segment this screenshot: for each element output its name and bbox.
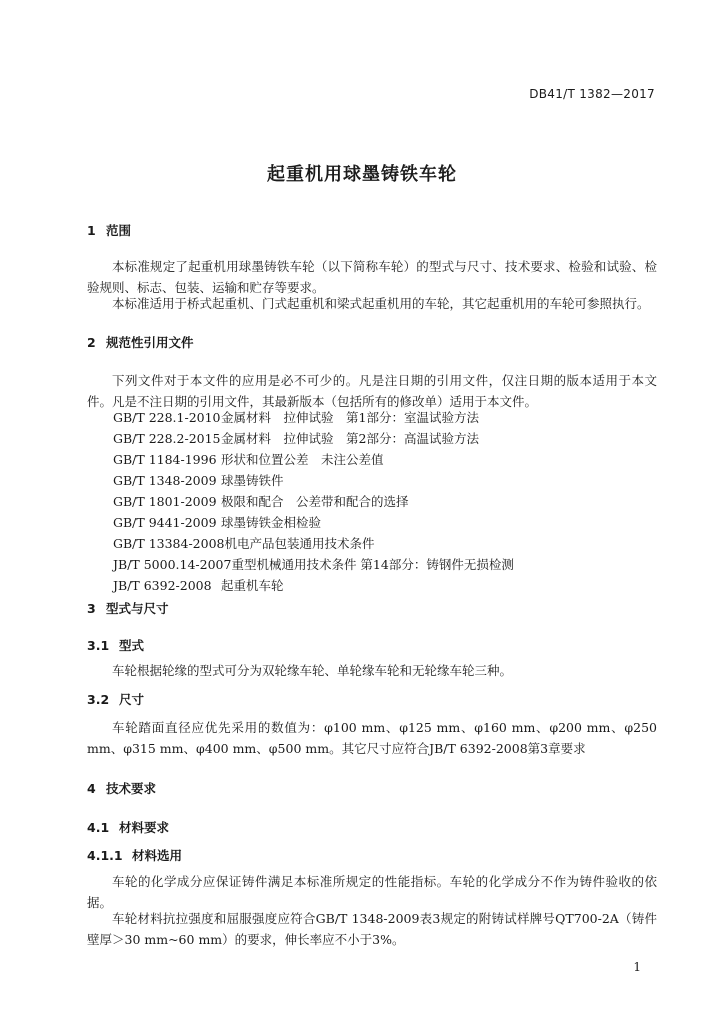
section-heading-2 [87,333,194,351]
paragraph: 车轮踏面直径应优先采用的数值为：φ100 mm、φ125 mm、φ160 mm、φ200 mm、φ250 mm、φ315 mm、φ400 mm、φ500 mm。其它尺寸应符合JB/T 6392-2008第3章要求 [87,720,657,756]
subsection-title: 材料要求 [119,820,170,835]
reference-item [113,470,284,491]
reference-code: GB/T 9441-2009 [113,515,217,530]
page-number: 1 [633,960,641,974]
reference-title: 机电产品包装通用技术条件 [224,536,375,551]
reference-code: GB/T 1184-1996 [113,452,217,467]
reference-title: 起重机车轮 [221,578,284,593]
section-title: 型式与尺寸 [106,601,169,616]
section-title: 规范性引用文件 [106,335,194,350]
reference-code: JB/T 5000.14-2007 [113,557,232,572]
section-number: 2 [87,335,96,350]
paragraph: 下列文件对于本文件的应用是必不可少的。凡是注日期的引用文件，仅注日期的版本适用于本文件。凡是不注日期的引用文件，其最新版本（包括所有的修改单）适用于本文件。 [87,373,657,409]
reference-title: 形状和位置公差 未注公差值 [221,452,384,467]
reference-item [113,533,375,554]
reference-code: GB/T 1801-2009 [113,494,217,509]
reference-code: GB/T 228.1-2010 [113,410,221,425]
section-heading-3 [87,599,169,617]
reference-title: 重型机械通用技术条件 第14部分：铸钢件无损检测 [231,557,514,572]
reference-code: GB/T 228.2-2015 [113,431,221,446]
paragraph: 本标准规定了起重机用球墨铸铁车轮（以下简称车轮）的型式与尺寸、技术要求、检验和试验、检验规则、标志、包装、运输和贮存等要求。 [87,259,657,295]
reference-title: 极限和配合 公差带和配合的选择 [221,494,409,509]
paragraph: 车轮根据轮缘的型式可分为双轮缘车轮、单轮缘车轮和无轮缘车轮三种。 [112,663,513,678]
subsection-heading-4-1-1 [87,846,182,864]
paragraph: 本标准适用于桥式起重机、门式起重机和梁式起重机用的车轮，其它起重机用的车轮可参照执行。 [112,296,650,311]
reference-title: 球墨铸铁件 [221,473,284,488]
reference-item [113,575,284,596]
section-number: 4 [87,781,96,796]
reference-title: 金属材料 拉伸试验 第2部分：高温试验方法 [221,431,479,446]
section-number: 3 [87,601,96,616]
reference-item [113,491,409,512]
reference-title: 金属材料 拉伸试验 第1部分：室温试验方法 [221,410,479,425]
subsection-number: 4.1.1 [87,848,123,863]
paragraph: 车轮材料抗拉强度和屈服强度应符合GB/T 1348-2009表3规定的附铸试样牌号QT700-2A（铸件壁厚＞30 mm~60 mm）的要求，伸长率应不小于3%。 [87,911,657,947]
document-title: 起重机用球墨铸铁车轮 [267,164,457,185]
section-heading-1 [87,221,131,239]
subsection-number: 3.1 [87,638,110,653]
reference-title: 球墨铸铁金相检验 [221,515,322,530]
reference-item [113,512,321,533]
standard-code: DB41/T 1382—2017 [529,87,655,101]
reference-item [113,407,479,428]
section-number: 1 [87,223,96,238]
subsection-title: 材料选用 [132,848,183,863]
subsection-heading-3-1 [87,636,144,654]
subsection-heading-3-2 [87,690,144,708]
subsection-number: 3.2 [87,692,110,707]
reference-item [113,449,384,470]
subsection-title: 型式 [119,638,145,653]
reference-item [113,554,514,575]
reference-code: GB/T 1348-2009 [113,473,217,488]
reference-code: JB/T 6392-2008 [113,578,212,593]
section-title: 范围 [106,223,132,238]
reference-code: GB/T 13384-2008 [113,536,225,551]
subsection-number: 4.1 [87,820,110,835]
section-title: 技术要求 [106,781,157,796]
section-heading-4 [87,779,156,797]
subsection-title: 尺寸 [119,692,145,707]
subsection-heading-4-1 [87,818,169,836]
paragraph: 车轮的化学成分应保证铸件满足本标准所规定的性能指标。车轮的化学成分不作为铸件验收的依据。 [87,874,657,910]
reference-item [113,428,479,449]
